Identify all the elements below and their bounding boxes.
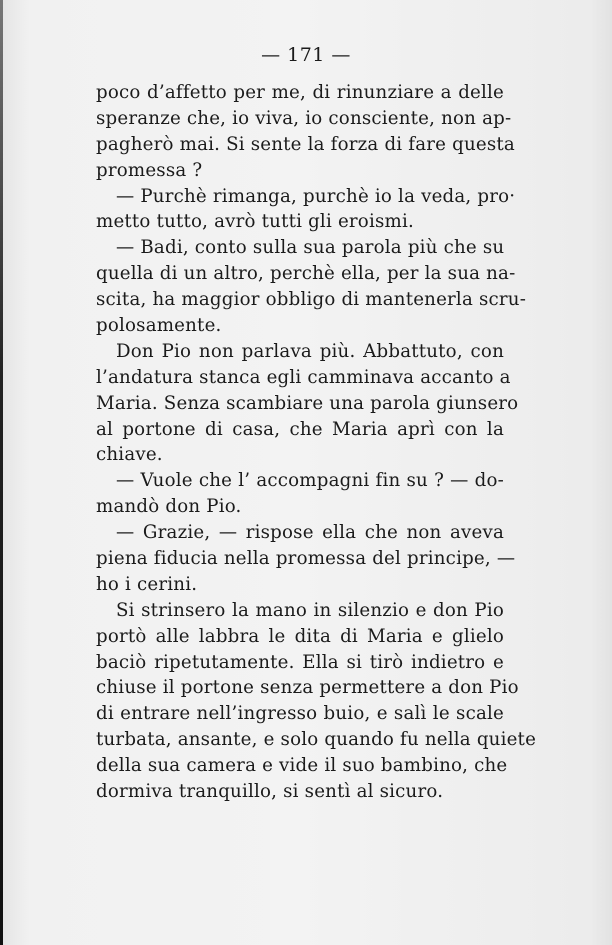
text-line: quella di un altro, perchè ella, per la sua na- bbox=[96, 263, 516, 285]
text-line: polosamente. bbox=[96, 315, 222, 337]
text-line: chiuse il portone senza permettere a don Pio bbox=[96, 677, 519, 699]
text-line: Don Pio non parlava più. Abbattuto, con bbox=[116, 340, 504, 362]
text-line: piena fiducia nella promessa del principe, — bbox=[96, 548, 516, 570]
text-line: chiave. bbox=[96, 444, 163, 466]
text-line: l’andatura stanca egli camminava accanto a bbox=[96, 366, 511, 388]
text-line: — Vuole che l’ accompagni fin su ? — do- bbox=[116, 470, 504, 492]
text-line: mandò don Pio. bbox=[96, 496, 242, 518]
body-text bbox=[96, 80, 537, 805]
text-line: — Badi, conto sulla sua parola più che su bbox=[116, 237, 505, 259]
text-line: portò alle labbra le dita di Maria e glielo bbox=[96, 625, 504, 647]
text-line: Maria. Senza scambiare una parola giunsero bbox=[96, 392, 519, 414]
page-number: — 171 — bbox=[261, 44, 351, 66]
text-line: promessa ? bbox=[96, 159, 203, 181]
text-line: ho i cerini. bbox=[96, 573, 198, 595]
text-line: della sua camera e vide il suo bambino, che bbox=[96, 755, 508, 777]
text-line: dormiva tranquillo, si sentì al sicuro. bbox=[96, 781, 444, 803]
text-line: poco d’affetto per me, di rinunziare a delle bbox=[96, 82, 504, 103]
text-line: — Grazie, — rispose ella che non aveva bbox=[116, 522, 504, 544]
text-line: turbata, ansante, e solo quando fu nella quiete bbox=[96, 729, 537, 751]
text-line: — Purchè rimanga, purchè io la veda, pro· bbox=[116, 185, 516, 207]
text-line: Si strinsero la mano in silenzio e don Pio bbox=[116, 599, 504, 621]
text-line: metto tutto, avrò tutti gli eroismi. bbox=[96, 211, 414, 233]
text-line: al portone di casa, che Maria aprì con la bbox=[96, 418, 504, 440]
text-line: pagherò mai. Si sente la forza di fare questa bbox=[96, 133, 515, 155]
text-line: baciò ripetutamente. Ella si tirò indietro e bbox=[96, 651, 504, 673]
page-edge-shadow bbox=[0, 0, 3, 945]
text-line: scita, ha maggior obbligo di mantenerla scru- bbox=[96, 289, 527, 311]
text-line: di entrare nell’ingresso buio, e salì le scale bbox=[96, 703, 504, 725]
text-line: speranze che, io viva, io consciente, non ap- bbox=[96, 107, 512, 129]
